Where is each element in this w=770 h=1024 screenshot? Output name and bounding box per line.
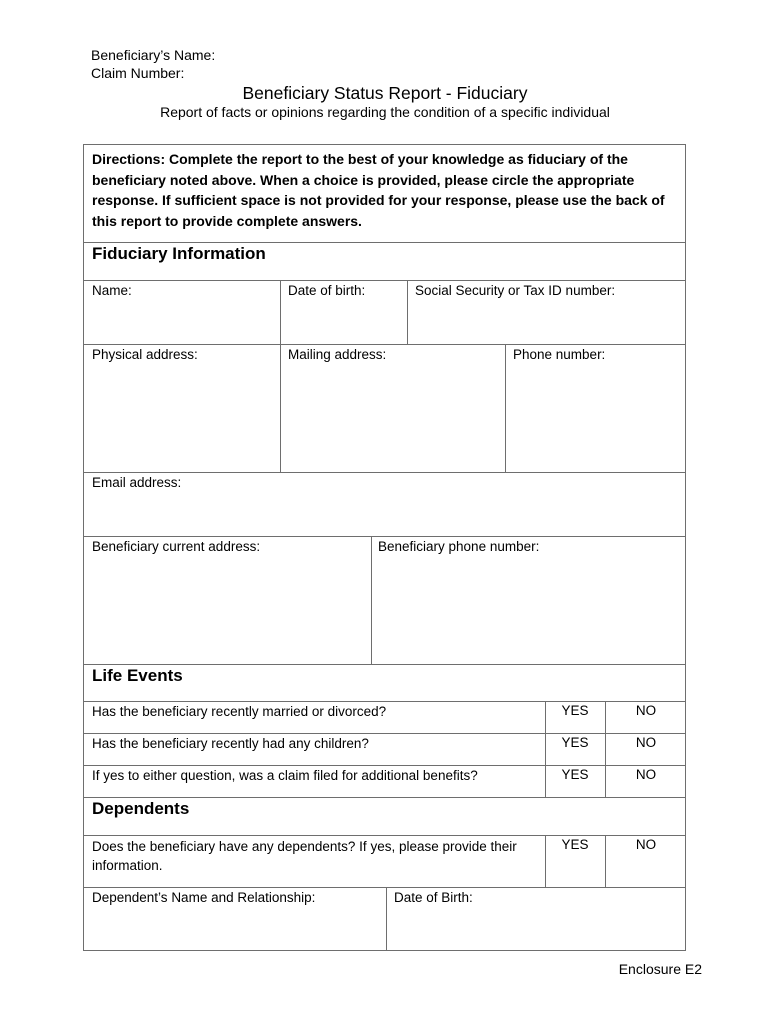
question-claim-filed: If yes to either question, was a claim filed for additional benefits?: [92, 768, 478, 783]
divider: [84, 797, 685, 798]
phone-number-field[interactable]: Phone number:: [513, 347, 606, 362]
divider: [84, 242, 685, 243]
yes-option[interactable]: YES: [561, 735, 589, 750]
divider: [84, 765, 685, 766]
dependent-name-relationship-field[interactable]: Dependent’s Name and Relationship:: [92, 890, 316, 905]
divider: [84, 701, 685, 702]
yes-option[interactable]: YES: [561, 767, 589, 782]
divider: [386, 887, 387, 950]
divider: [84, 887, 685, 888]
divider: [84, 472, 685, 473]
divider: [84, 835, 685, 836]
enclosure-label: Enclosure E2: [618, 961, 702, 977]
question-dependents: Does the beneficiary have any dependents? If yes, please provide their information.: [92, 839, 517, 873]
divider: [84, 280, 685, 281]
no-option[interactable]: NO: [635, 837, 657, 852]
section-life-events: Life Events: [92, 666, 183, 685]
report-form: [83, 144, 686, 951]
email-address-field[interactable]: Email address:: [92, 475, 182, 490]
fiduciary-dob-field[interactable]: Date of birth:: [288, 283, 366, 298]
question-married-divorced: Has the beneficiary recently married or divorced?: [92, 704, 387, 719]
divider: [371, 536, 372, 664]
divider: [280, 344, 281, 472]
no-option[interactable]: NO: [635, 735, 657, 750]
fiduciary-ssn-field[interactable]: Social Security or Tax ID number:: [415, 283, 616, 298]
directions-text: Directions: Complete the report to the best of your knowledge as fiduciary of the beneficiary noted above. When a choice is provided, please circle the appropriate response. If sufficient space is not provided for your response, please use the back of this report to provide complete answers.: [92, 151, 665, 229]
divider: [84, 536, 685, 537]
no-option[interactable]: NO: [635, 767, 657, 782]
no-option[interactable]: NO: [635, 703, 657, 718]
divider: [84, 344, 685, 345]
dependent-dob-field[interactable]: Date of Birth:: [394, 890, 473, 905]
page-title: Beneficiary Status Report - Fiduciary: [242, 83, 528, 103]
divider: [280, 280, 281, 344]
physical-address-field[interactable]: Physical address:: [92, 347, 198, 362]
section-dependents: Dependents: [92, 799, 190, 818]
mailing-address-field[interactable]: Mailing address:: [288, 347, 387, 362]
yes-option[interactable]: YES: [561, 703, 589, 718]
divider: [407, 280, 408, 344]
beneficiary-phone-field[interactable]: Beneficiary phone number:: [378, 539, 540, 554]
section-fiduciary-information: Fiduciary Information: [92, 244, 266, 263]
divider: [84, 733, 685, 734]
page-subtitle: Report of facts or opinions regarding the condition of a specific individual: [160, 104, 610, 120]
beneficiary-name-label: Beneficiary’s Name:: [91, 47, 216, 63]
divider: [84, 664, 685, 665]
question-children: Has the beneficiary recently had any children?: [92, 736, 369, 751]
divider: [505, 344, 506, 472]
yes-option[interactable]: YES: [561, 837, 589, 852]
beneficiary-address-field[interactable]: Beneficiary current address:: [92, 539, 261, 554]
claim-number-label: Claim Number:: [91, 65, 185, 81]
fiduciary-name-field[interactable]: Name:: [92, 283, 132, 298]
